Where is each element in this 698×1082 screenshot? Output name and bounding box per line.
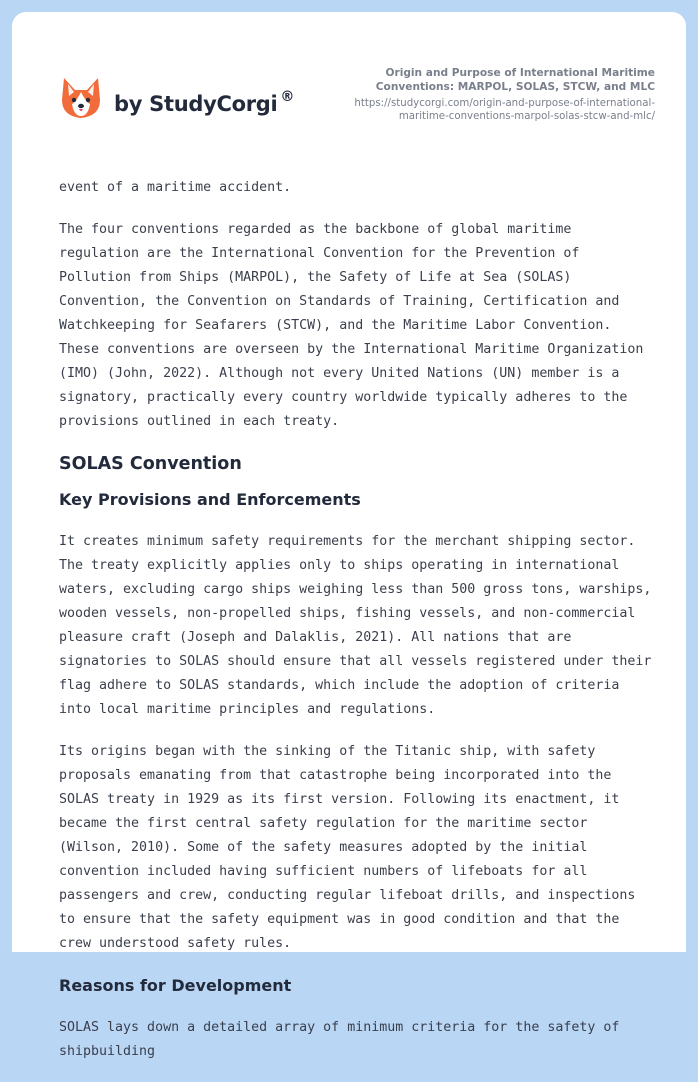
document-page	[12, 12, 686, 1059]
paragraph: It creates minimum safety requirements for the merchant shipping sector. The treaty explicitly applies only to ships operating in international waters, excluding cargo ships weighing less than 500 gross tons, warships, wooden vessels, non-propelled ships, fishing vessels, and non-commercial pleasure craft (Joseph and Dalaklis, 2021). All nations that are signatories to SOLAS should ensure that all vessels registered under their flag adhere to SOLAS standards, which include the adoption of criteria into local maritime principles and regulations.	[59, 534, 652, 717]
document-title: Origin and Purpose of International Maritime Conventions: MARPOL, SOLAS, STCW, and MLC	[375, 67, 655, 93]
subsection-heading: Reasons for Development	[59, 976, 292, 995]
article-body	[59, 176, 659, 1082]
studycorgi-logo[interactable]	[60, 76, 294, 120]
registered-mark: ®	[280, 88, 295, 105]
page-header	[12, 12, 686, 162]
corgi-logo-icon	[60, 76, 102, 120]
section-heading: SOLAS Convention	[59, 454, 242, 474]
subsection-heading: Key Provisions and Enforcements	[59, 490, 361, 509]
paragraph: event of a maritime accident.	[59, 180, 292, 195]
document-url[interactable]: https://studycorgi.com/origin-and-purpose-of-international-maritime-conventions-marpol-solas-stcw-and-mlc/	[354, 98, 655, 122]
paragraph: Its origins began with the sinking of the Titanic ship, with safety proposals emanating from that catastrophe being incorporated into the SOLAS treaty in 1929 as its first version. Following its enactment, it became the first central safety regulation for the maritime sector (Wilson, 2010). Some of the safety measures adopted by the initial convention included having sufficient numbers of lifeboats for all passengers and crew, conducting regular lifeboat drills, and inspections to ensure that the safety equipment was in good condition and that the crew understood safety rules.	[59, 744, 636, 951]
brand-name: by StudyCorgi ®	[114, 88, 295, 116]
paragraph: The four conventions regarded as the backbone of global maritime regulation are the International Convention for the Prevention of Pollution from Ships (MARPOL), the Safety of Life at Sea (SOLAS) Convention, the Convention on Standards of Training, Certification and Watchkeeping for Seafarers (STCW), and the Maritime Labor Convention. These conventions are overseen by the International Maritime Organization (IMO) (John, 2022). Although not every United Nations (UN) member is a signatory, practically every country worldwide typically adheres to the provisions outlined in each treaty.	[59, 222, 644, 429]
document-meta	[315, 66, 655, 123]
paragraph: SOLAS lays down a detailed array of minimum criteria for the safety of shipbuilding	[59, 1020, 620, 1059]
